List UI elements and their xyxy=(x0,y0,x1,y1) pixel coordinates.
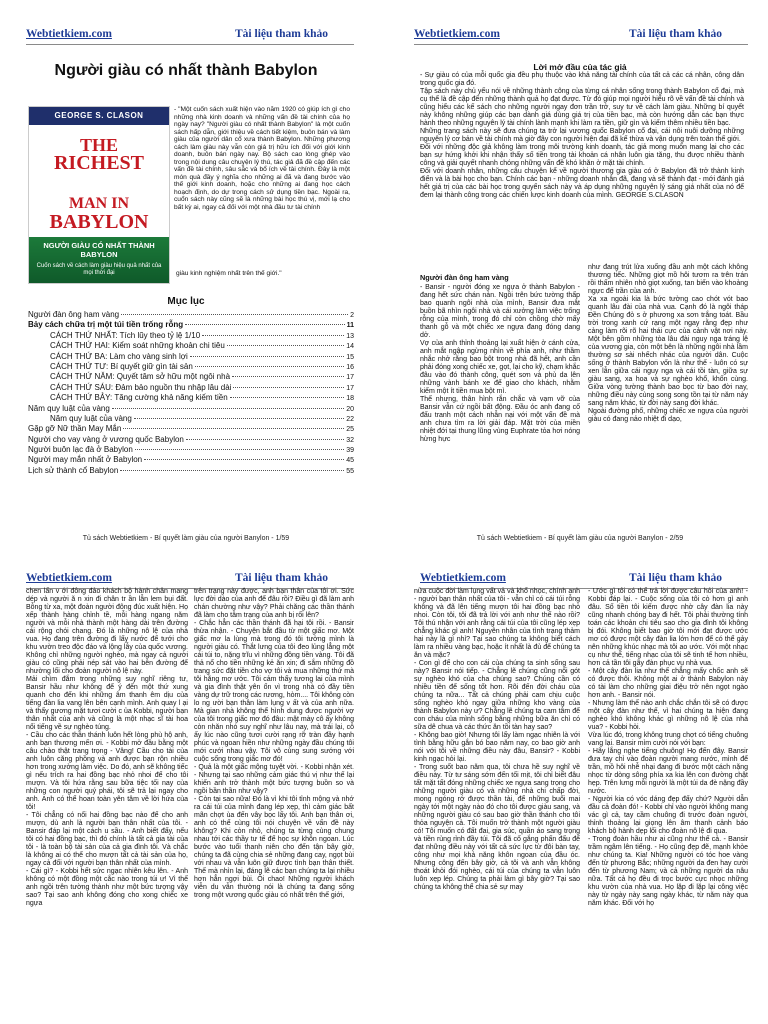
toc-entry[interactable] xyxy=(28,362,354,372)
toc-entry-title: CÁCH THỨ BA: Làm cho vàng sinh lợi xyxy=(50,351,188,361)
cover-line-3: MAN IN xyxy=(69,195,129,212)
paragraph: - Cầu cho các thần thánh luôn hết lòng phù hộ anh, anh bạn thương mến ơi. - Kobbi mở đầu bằng một câu chào thật trang trọng - Vâng! Cầu cho tài của anh luôn căng phồng và anh được bạn rộn nhiều hơn trong xưởng làm việc. Do đó, anh sẽ không tiếc gì nếu trích ra hai đồng bạc nhỏ nhoi để cho tôi mượn. Và tôi hứa rằng sau bữa tiệc tối nay của những con người quý phái, tôi sẽ trả lại ngay cho anh. Anh có thể hoan toàn yên tâm về lời hứa của tôi! xyxy=(26,732,188,811)
toc-entry-title: Bảy cách chữa trị một túi tiền trống rỗng xyxy=(28,320,184,330)
toc-leader-dots xyxy=(112,408,344,409)
paragraph: - Trong suốt bao năm qua, tôi chưa hề suy nghĩ về điều này. Từ tư sáng sớm đến tối mịt, tôi chỉ biết đâu tất mặt tất đóng những chiếc xe ngựa sang trọng cho những người giàu có và những nhà chi chấp đời, mong ngóng rớ được thần tài, để những buổi mai ngày tới một ngày nào đó cho tôi được giàu sang, và những người giàu có sau bao giờ thần thánh cho tôi thỏa nguyện cả. Tôi muốn trở thành một người giàu có! Tôi muốn có đất đai, gia súc, quần áo sang trọng và tiền rủng rỉnh đầy túi. Tôi đã cố gắng phấn đấu để đạt những điều này với tất cả sức lực từ đôi bàn tay, công như mọi khả năng khôn ngoan của đầu óc. Nhưng công đến bây giờ, cả tôi và anh vẫn không thoát khỏi đói nghèo, cái túi của chúng ta vẫn luôn luôn xẹp lép. Chúng ta phải làm gì bây giờ? Tại sao chúng ta không thể chia sẻ sự may xyxy=(414,764,580,891)
book-introduction: - "Một cuốn sách xuất hiện vào năm 1920 có giúp ích gì cho những nhà kinh doanh và những vấn đề tài chính của họ ngày nay? "Người giàu có nhất thành Babylon" là một cuốn sách hấp dẫn, giới thiệu về cách tiết kiệm, buôn bán và làm giàu của người dân cổ xưa thành Babylon. Những phương cách làm giàu này vẫn còn giá trị hữu ích đối với giới kinh doanh, buôn bán ngày nay. Bộ sách cao lòng ghép vào trong nội dung câu chuyện lý thú, tác giả đã đề cập đến các vấn đề tài chính, sâu sắc và bổ ích về tài chính. Đây là một món quà đầy ý nghĩa cho những ai đã và đang bước vào thế giới kinh doanh, hoặc cho những ai đang học cách hoạch định, do dự trong cách sử dụng tiền bạc. Ngoài ra, cuốn sách này cũng sẽ là những bài học thú vị, mới lạ cho bất kỳ ai, ngay cả đối với một nhà đầu tư tài chính xyxy=(174,106,350,211)
book-title: Người giàu có nhất thành Babylon xyxy=(54,62,318,79)
cover-line-1: THE xyxy=(79,135,118,155)
toc-leader-dots xyxy=(227,345,344,346)
toc-page-number: 25 xyxy=(346,426,354,434)
paragraph: - Còn tại sao nữa! Đó là vì khi tôi tỉnh mộng và nhớ ra cái túi của mình đang lép xẹp, thì cảm giác bất mãn chợt ùa đến vây bọc lấy tôi. Anh bạn thân ơi, anh có thể cùng tôi nói chuyện về vấn đề này không? Khi còn nhỏ, chúng ta từng cùng chung nhau tới các thầy tư tế để học sự khôn ngoan. Lúc bước vào tuổi thanh niên cho đến tận bây giờ, chúng ta đã cùng chia sẻ những đang cay, ngọt bùi với nhau và vẫn luôn giữ được tình bạn thân thiết. Thế mà nhìn lại, đáng lẽ các bạn chúng ta lại nhiều hơn hẳn ngợi bùi. Ôi chao! Những người khách viễn du vẫn thường nói là chúng ta đang sống trong một vương quốc giàu có nhất trên thế giới, xyxy=(194,796,354,899)
preface-title: Lời mở đầu của tác giả xyxy=(533,62,627,72)
text-column-right xyxy=(588,588,748,908)
paragraph: - Ước gì tôi có thể trả lời được câu hỏi của anh! - Kobbi đáp lại. - Cuộc sống của tôi cò hơn gì anh đâu. Số tiền tôi kiếm được nhờ cây đàn lia này cũng nhanh chóng bay đi hết. Tôi phải thường tính toán các khoản chi tiêu sao cho gia đình tôi không bị đói. Không biết bao giờ tôi mới đạt được ước mơ có được một cây đàn lia lớn hơn để có thể gảy nên những khúc nhạc mà tôi ao ước. Với một nhạc cụ như thế, tiếng nhạc của tôi sẽ tinh tế hơn nhiều, hơn cả tần tôi gãy đàn phục vụ nhà vua. xyxy=(588,588,748,667)
toc-entry-title: CÁCH THỨ NĂM: Quyết tâm sở hữu một ngôi nhà xyxy=(50,372,231,382)
cover-line-4: BABYLON xyxy=(49,211,149,233)
paragraph: như đang trút lửa xuống đầu anh một cách không thương tiếc. Những giọt mồ hôi tươm ra trên trán rồi thấm nhiên nhỏ giọt xuống, tan biến vào khoảng ngực để trần của anh. xyxy=(588,264,748,295)
toc-entry-title: CÁCH THỨ BẢY: Tăng cường khả năng kiếm tiền xyxy=(50,393,228,403)
page-1 xyxy=(0,0,372,572)
toc-leader-dots xyxy=(185,324,344,325)
toc-leader-dots xyxy=(186,439,344,440)
toc-entry[interactable] xyxy=(28,352,354,362)
paragraph: - Người kia có vóc dáng đẹp đấy chứ? Người dẫn đầu cả đoàn đó! - Kobbi chỉ vào người không mang vác gì cả, tay cầm chuông đi trước đoàn người, thỉnh thoảng lại giọng lên âm thanh cảnh báo khách bộ hành dẹp lối cho đoàn nô lệ đi qua. xyxy=(588,796,748,835)
page-2 xyxy=(394,0,766,572)
toc-page-number: 45 xyxy=(346,457,354,465)
toc-entry-title: Người buôn lạc đà ở Babylon xyxy=(28,445,133,455)
paragraph: Xa xa ngoài kia là bức tường cao chót vót bao quanh lâu đài của nhà vua. Cạnh đó là ngôi tháp Đền Chúng đỏ s ở phương xa sơn trắng toát. Bầu trời trong xanh cứ rạng một ngay rằng đẹp như cảng làm rõi rõ hai thái cực của cảnh vật nơi này. Một bên gồm những tòa lâu đài nguy nga tráng lệ của vương gia, còn một bên là những ngôi nhà lầm thường sơ sài nhếch nhác của người dân. Cuộc sống ở thành Babylon vốn là như thế - luôn có sự xen lẫn giữa cái nguy nga và cái tồi tàn, giữa sự giàu sang, xa hoa và sự nghèo khổ, khốn cùng. Giữa vòng tường thành bao bọc từ bao đời nay, những điều này cùng song song tồn tại từ năm này sang năm khác, từ đời này sang đời khác. xyxy=(588,296,748,407)
toc-entry[interactable] xyxy=(28,414,354,424)
paragraph: Vừa lúc đó, trong không trung chợt có tiếng chuông vang lại. Bansir mỉm cười nói với bạn: xyxy=(588,732,748,747)
toc-entry[interactable] xyxy=(28,393,354,403)
page-header xyxy=(26,572,354,589)
toc-entry[interactable] xyxy=(28,383,354,393)
paragraph: - Trong đoàn hầu như ai cũng như thế cả. - Bansir trầm ngâm lên tiếng. - Họ cũng đẹp đẽ, mạnh khỏe như chúng ta. Kia! Những người có tóc hoe vàng đến từ phương Bắc; những người da đen hay cười đến từ phương Nam; và cả những người da nâu nữa. Tất cả họ đều đi trọc bước cực nhọc những khu vườn của nhà vua. Họ lặp đi lặp lại công việc này từ ngày này sang ngày khác, từ năm này qua năm khác. Đối với họ xyxy=(588,836,748,907)
toc-leader-dots xyxy=(135,449,344,450)
toc-page-number: 17 xyxy=(346,374,354,382)
toc-leader-dots xyxy=(195,366,344,367)
toc-entry[interactable] xyxy=(28,455,354,465)
toc-leader-dots xyxy=(190,356,344,357)
toc-entry-title: Người may mắn nhất ở Babylon xyxy=(28,455,143,465)
toc-leader-dots xyxy=(120,470,344,471)
toc-leader-dots xyxy=(121,314,348,315)
toc-leader-dots xyxy=(230,397,345,398)
reference-label: Tài liệu tham khảo xyxy=(629,28,722,40)
toc-entry[interactable] xyxy=(28,404,354,414)
toc-entry-title: Lịch sử thành cổ Babylon xyxy=(28,465,119,475)
page-header xyxy=(420,572,748,589)
toc-leader-dots xyxy=(233,387,344,388)
toc-entry[interactable] xyxy=(28,445,354,455)
reference-label: Tài liệu tham khảo xyxy=(235,572,328,584)
toc-page-number: 17 xyxy=(346,384,354,392)
toc-page-number: 15 xyxy=(346,353,354,361)
toc-leader-dots xyxy=(134,418,344,419)
toc-entry-title: Người cho vay vàng ở vương quốc Babylon xyxy=(28,434,184,444)
text-column-left xyxy=(26,588,188,908)
toc-entry-title: Người đàn ông ham vàng xyxy=(28,310,120,319)
reference-label: Tài liệu tham khảo xyxy=(235,28,328,40)
chapter-heading: Người đàn ông ham vàng xyxy=(420,273,509,282)
cover-tagline: Cuốn sách về cách làm giàu hiệu quả nhất của mọi thời đại xyxy=(36,263,162,276)
toc-entry[interactable] xyxy=(28,424,354,434)
toc-page-number: 13 xyxy=(346,332,354,340)
page-footer: Tủ sách Webtietkiem - Bí quyết làm giàu của người Banylon - 2/59 xyxy=(476,535,684,542)
toc-leader-dots xyxy=(232,376,344,377)
paragraph: - Sự giàu có của mỗi quốc gia đều phụ thuộc vào khả năng tài chính của tất cả các cá nhân, công dân trong quốc gia đó. xyxy=(420,72,744,87)
toc-page-number: 11 xyxy=(346,322,354,330)
cover-line-2: RICHEST xyxy=(53,152,145,174)
paragraph: - Bansir - người đóng xe ngựa ở thành Babylon - đang hết sức chán nản. Ngồi trên bức tường thấp bao quanh ngôi nhà của mình, Bansir đưa mắt buồn bã nhìn ngôi nhà và cái xưởng làm việc trống rỗng của mình, trong đó chỉ còn chồng chờ mấy thanh gỗ và một chiếc xe ngựa đang đóng dang dở. xyxy=(420,284,580,339)
text-column-left xyxy=(414,588,580,892)
cover-vietnamese-title: NGƯỜI GIÀU CÓ NHẤT THÀNH BABYLON xyxy=(43,241,155,259)
toc-heading: Mục lục xyxy=(167,296,205,307)
reference-label: Tài liệu tham khảo xyxy=(629,572,722,584)
cover-author: GEORGE S. CLASON xyxy=(29,107,169,125)
toc-leader-dots xyxy=(144,459,344,460)
paragraph: - Chắc hẳn các thần thánh đã hại tôi rồi. - Bansir thừa nhận. - Chuyện bắt đầu từ một giấc mơ. Một giấc mơ la lùng mà trong đó tôi tưởng mình là người giàu có. Thắt lưng của tôi đeo lủng lẳng một cái túi to, nặng trĩu vì những đồng tiền vàng. Tôi đã thả nổ cho tiền những kẻ ăn xin; đi sắm những đồ trang sức đặt tiền cho vợ tôi và mua những thứ mà tôi hằng mơ ước. Tôi cảm thấy tương lai của mình và gia đình thật yên ổn vì trong nhà có đầy tiền vàng dự trữ trong các rương, hòm.... Tôi không còn lo ng ười bạn thân làm lụng v ất và của anh nữa. Mà gian nhà không thể hình dung được người vợ của tôi trong giấc mơ đó đâu: mặt mày cô ấy không còn nhăn nhó suy nghĩ như lâu nay, mà trái lại, cô ấy lúc nào cũng tươi cười rạng rỡ tràn đầy hạnh phúc và ngoan hiền như những ngày đầu chúng tôi mới cưới nhau vậy. Tôi vô cùng sung sướng với cuộc sống trong giấc mơ đó! xyxy=(194,620,354,763)
site-link[interactable]: Webtietkiem.com xyxy=(414,28,500,40)
paragraph: - Nhưng làm thế nào anh chắc chắn tôi sẽ có được một cây đàn như thế, vì hai chúng ta hiện đang nghèo khó không khác gì những nô lệ của nhà vua? - Kobbi hỏi. xyxy=(588,700,748,731)
paragraph: Mải chìm đắm trong những suy nghĩ riêng tư, Bansir hầu như không để ý đến một thứ xung quanh cho đến khi những âm thanh êm dịu của tiếng đàn lia vang lên bên cạnh mình. Anh quay l ại và thấy gương mặt tươi cười c ủa Kobbi, người bạn thân nhất của anh và cũng là một nhạc sĩ tài hoa nổi tiếng về sự nghèo túng. xyxy=(26,676,188,731)
toc-entry-title: CÁCH THỨ NHẤT: Tích lũy theo tỷ lệ 1/10 xyxy=(50,330,201,340)
paragraph: nữa cuộc đời làm lụng vất vả và khổ nhọc, chính anh - người bạn thân nhất của tôi - vẫn chỉ có cái túi rỗng không và đã lên tiếng mượn tôi hai đồng bạc nhỏ nhoi. Còn tôi, tôi đã trả lời với anh như thế nào rồi? Tôi thú nhận với anh rằng cái túi của tôi cũng lép xẹp chẳng khác gì anh! Nguyên nhân của tình trạng thảm hại này là gì nhỉ? Tại sao chúng ta không biết cách làm ra nhiều vàng bạc, hoặc ít nhất là đủ để chúng ta ăn và mặc? xyxy=(414,588,580,659)
toc-entry[interactable] xyxy=(28,341,354,351)
toc-entry[interactable] xyxy=(28,435,354,445)
page-3 xyxy=(0,572,372,1024)
book-cover xyxy=(28,106,170,284)
paragraph: Những trang sách này sẽ đưa chúng ta trở lại vương quốc Babylon cổ đại, cái nôi nuôi dưỡng những nguyên lý cơ bản về tài chính mà giờ đây con người hiện đại đã kế thừa và vận dụng trên toàn thế giới. xyxy=(420,128,744,143)
toc-entry-title: Năm quy luật của vàng xyxy=(28,403,110,413)
toc-page-number: 2 xyxy=(350,312,354,319)
toc-entry-title: CÁCH THỨ TƯ: Bí quyết giữ gìn tài sản xyxy=(50,361,193,371)
toc-entry-title: CÁCH THỨ HAI: Kiểm soát những khoản chi tiêu xyxy=(50,341,225,351)
toc-page-number: 18 xyxy=(346,395,354,403)
site-link[interactable]: Webtietkiem.com xyxy=(420,572,506,584)
page-header xyxy=(414,28,748,45)
paragraph: chen lấn v ới đông đảo khách bộ hành chân mang dép và người ă n xin đi chân tr ần lẫn lem bụi đất. Bỗng từ xa, một đoàn người đông đúc xuất hiện. Họ xếp thành hàng chỉnh tề, mỗi hàng ngang năm người và mỗi nhà thành một hàng dài trên đường cái rộng chói chang. Đó là những nô lệ của nhà vua. Họ đang trên đường đi lấy nước để tưới cho khu vườn treo độc đáo và lộng lẫy của quốc vương. Không chỉ những người nghèo, mà ngay cả người giàu có cũng phải nép sát vào hai bên đường để nhường lối cho đoàn người nô lệ này. xyxy=(26,588,188,675)
paragraph: Thế nhưng, thân hình rắn chắc và vạm vỡ của Bansir vẫn cứ ngồi bất động. Đầu óc anh đang cố đấu tranh một cách nhẫn nại với một vấn đề mà anh chưa tìm ra lời giải đáp. Mặt trời của miền nhiệt đới tại thung lũng vùng Euphrate tỏa hơi nóng hừng hực xyxy=(420,396,580,443)
site-link[interactable]: Webtietkiem.com xyxy=(26,572,112,584)
book-introduction-tail: giàu kinh nghiệm nhất trên thế giới." xyxy=(176,270,282,277)
paragraph: - Con gì để cho con cái của chúng ta sinh sống sau này? Bansir nói tiếp. - Chẳng lẽ chúng cũng nối gót sự nghèo khó của cha chúng sao? Chúng cần có nhiều tiền để sống tốt hơn. Rõi đến đời cháu của chúng ta nữa... Tất cả chúng phải cam chịu cuộc sống nghèo khó ngay giữa những kho vàng của thành Babylon này ư? Chẳng lẽ chúng ta cam tâm để con cháu của mình sống bằng những bữa ăn chỉ có sữa dê chua và các thức ăn tồi tàn hay sao? xyxy=(414,660,580,731)
table-of-contents xyxy=(28,310,354,476)
page-gutter xyxy=(372,0,394,1024)
text-column-right xyxy=(194,588,354,900)
preface-text xyxy=(420,72,744,200)
toc-page-number: 55 xyxy=(346,467,354,475)
toc-entry[interactable] xyxy=(28,331,354,341)
paragraph: Ngoài đường phố, những chiếc xe ngựa của người giàu có đang nảo nhiệt đi dạo, xyxy=(588,408,748,423)
paragraph: - Không bao giờ! Nhưng tôi lấy làm ngạc nhiên là với tình bằng hữu gắn bó bao năm nay, co bao giờ anh nói với tôi về những điều này đâu, Bansir? - Kobbi kinh ngạc hỏi lại. xyxy=(414,732,580,763)
toc-leader-dots xyxy=(202,335,344,336)
paragraph: - Quả là một giấc mộng tuyệt vời. - Kobbi nhận xét. - Nhưng tại sao những cảm giác thú vị như thế lại khiến anh trở thành một bức tượng buồn so và ngồi bần thần như vậy? xyxy=(194,764,354,795)
text-column-left xyxy=(420,274,580,444)
toc-page-number: 20 xyxy=(346,405,354,413)
text-column-right xyxy=(588,264,748,424)
page-footer: Tủ sách Webtietkiem - Bí quyết làm giàu của người Banylon - 1/59 xyxy=(82,535,290,542)
paragraph: - Tôi chẳng có nổi hai đồng bạc nào để cho anh mượn, dù anh là người bạn thân nhất của tôi. - Bansir đáp lại một cách u sầu. - Anh biết đấy, nếu tôi có hai đồng bạc, thì đó chính là tất cả gia tài của tôi - là toàn bộ tài sản của cả gia đình tôi. Và chắc là không ai có thể cho mượn tất cả tài sản của họ, ngay cả đối với người bạn thân nhất của mình. xyxy=(26,812,188,867)
page-4 xyxy=(394,572,766,1024)
toc-entry-title: Gặp gỡ Nữ thần May Mắn xyxy=(28,424,122,434)
toc-entry-title: Năm quy luật của vàng xyxy=(50,413,132,423)
paragraph: - Hãy lắng nghe tiếng chuông! Họ đến đây. Bansir đưa tay chỉ vào đoàn người mang nước, mình để trần, mồ hôi nhễ nhại đang đi bước một cách nặng nhọc từ dòng sông phía xa kia lên con đường chật hẹp. Trên lưng mỗi người là một túi da đè nặng đầy nước. xyxy=(588,748,748,795)
paragraph: - Một cây đàn lia như thế chẳng mấy chốc anh sẽ có được thôi. Không một ai ở thành Babylon này có tài làm cho những giai điệu trở nên ngọt ngào hơn anh. - Bansir nói. xyxy=(588,668,748,699)
paragraph: Đối với doanh nhân, những câu chuyện kể về người thương gia giàu có ở Babylon đã trở thành kinh điển và là bài học cho bạn. Chính các bạn - những doanh nhân đã, đang và sẽ thành đạt - mới đánh giá hết giá trị của các bài học trong quyển sách này và áp dụng những nguyên lý sáng giá nhất của nó để đem lại thành công trong các chiến lược kinh doanh của mình. GEORGE S.CLASON xyxy=(420,168,744,199)
paragraph: Đối với những độc giả không làm trong môi trường kinh doanh, tác giả mong muốn mang lại cho các bạn sự hứng khởi khi nhận thấy số tiền trong tài khoản cá nhân luôn gia tăng, thu được nhiều thành công và giải quyết nhanh chóng những vấn đề khó khăn ở mặt tài chính. xyxy=(420,144,744,167)
toc-page-number: 14 xyxy=(346,343,354,351)
page-header xyxy=(26,28,354,45)
toc-page-number: 16 xyxy=(346,363,354,371)
toc-entry[interactable] xyxy=(28,372,354,382)
paragraph: Tập sách này chủ yếu nói về những thành công của từng cá nhân sống trong thành Babylon cổ đại, mà cụ thể là đề cập đến những thành quả họ đạt được. Từ đó giúp mọi người hiểu rõ về vấn đề tài chính và cũng hiểu các kế sách cho những người ngay đơn trần trở, suy tư về cách làm giàu. Những bí quyết này không những giúp các bạn dành giá dùng giá trị của tiền bạc, mà còn hướng dẫn các bạn thực hành theo những nguyên lý tài chính lành mạnh khi làm ra tiền, giữ gìn và kiếm thêm nhiều tiền bạc. xyxy=(420,88,744,127)
paragraph: Vợ của anh thỉnh thoảng lại xuất hiện ở cánh cửa, anh mắt ngập ngừng nhìn về phía anh, như thầm nhắc nhở rằng bao bột trong nhà đã hết, anh cần phải đóng xong chiếc xe, gọt, lại cho kỹ, chạm khắc đâu vào đó thành công, quét sơn và phủ da lên những vành bánh xe để giao cho khách, nhằm kiếm một ít tiền mua bột mì. xyxy=(420,340,580,395)
toc-page-number: 39 xyxy=(346,447,354,455)
toc-leader-dots xyxy=(123,428,344,429)
paragraph: trên trạng này được, anh bạn thân của tôi ơi. Sức lực đời dào của anh để đâu rồi? Điều gì đã làm anh chán chường như vậy? Phải chăng các thần thánh đã làm cho tâm trạng của anh bị rối lên? xyxy=(194,588,354,619)
toc-entry-title: CÁCH THỨ SÁU: Đảm bảo nguồn thu nhập lâu dài xyxy=(50,382,232,392)
toc-page-number: 32 xyxy=(346,436,354,444)
toc-entry[interactable] xyxy=(28,466,354,476)
toc-entry[interactable] xyxy=(28,310,354,320)
site-link[interactable]: Webtietkiem.com xyxy=(26,28,112,40)
toc-entry[interactable] xyxy=(28,320,354,330)
paragraph: - Cái gì? - Kobbi hết sức ngạc nhiên kêu lên. - Anh không có một đồng một cắc nào trong túi ư! Vì thế anh ngồi trên tường thành như một bức tượng vậy sao? Tại sao anh không đóng cho xong chiếc xe ngựa xyxy=(26,868,188,907)
toc-page-number: 22 xyxy=(346,415,354,423)
